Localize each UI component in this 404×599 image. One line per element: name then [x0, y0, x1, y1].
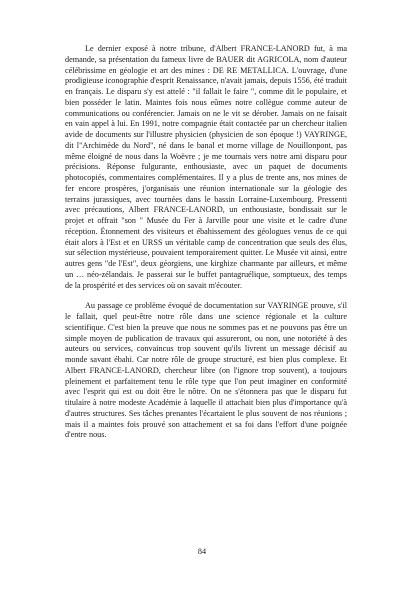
- body-text: [65, 44, 347, 441]
- paragraph-1: Le dernier exposé à notre tribune, d'Albert FRANCE-LANORD fut, à ma demande, sa présentation du fameux livre de BAUER dit AGRICOLA, nom d'auteur célébrissime en géologie et art des mines : DE RE METALLICA. L'ouvrage, d'une prodigieuse iconographie d'esprit Renaissance, n'avait jamais, depuis 1556, été traduit en français. Le disparu s'y est attelé : "il fallait le faire ", comme dit le populaire, et bien posséder le latin. Maintes fois nous eûmes notre collègue comme auteur de communications ou conférencier. Jamais on ne le vit se dérober. Jamais on ne faisait en vain appel à lui. En 1991, notre compagnie était contactée par un chercheur italien avide de documents sur l'illustre physicien (physicien de son époque !) VAYRINGE, dit l"Archimède du Nord", né dans le banal et morne village de Nouillonpont, pas même éloigné de nous dans la Woëvre ; je me tournais vers notre ami disparu pour précisions. Réponse fulgurante, enthousiaste, avec un paquet de documents photocopiés, commentaires complémentaires. Il y a plus de trente ans, nos mines de fer encore prospères, j'organisais une réunion internationale sur la géologie des terrains jurassiques, avec tournées dans le bassin Lorraine-Luxembourg. Pressenti avec précautions, Albert FRANCE-LANORD, un enthousiaste, bondissait sur le projet et offrait "son " Musée du Fer à Jarville pour une visite et le cadre d'une réception. Étonnement des visiteurs et ébahissement des géologues venus de ce qui était alors à l'Est et en URSS un véritable camp de concentration que seuls des élus, sur sélection mystérieuse, pouvaient temporairement quitter. Le Musée vit ainsi, entre autres gens "de l'Est", deux géorgiens, une kirghize charmante par ailleurs, et même un … néo-zélandais. Je passerai sur le buffet pantagruélique, somptueux, des temps de la prospérité et des services où on savait m'écouter.: [65, 44, 347, 290]
- page-number: 84: [197, 547, 207, 556]
- paragraph-2: Au passage ce problème évoqué de documentation sur VAYRINGE prouve, s'il le fallait, quel peut-être notre rôle dans une science régionale et la culture scientifique. C'est bien la preuve que nous ne sommes pas et ne pouvons pas être un simple moyen de publication de travaux qui assureront, ou non, une notoriété à des auteurs ou services, convaincus trop souvent qu'ils livrent un message décisif au monde savant ébahi. Car notre rôle de groupe structuré, est bien plus complexe. Et Albert FRANCE-LANORD, chercheur libre (on l'ignore trop souvent), a toujours pleinement et parfaitement tenu le rôle type que l'on peut imaginer en conformité avec l'esprit qui est ou doit être le nôtre. On ne s'étonnera pas que le disparu fut titulaire à notre modeste Académie à laquelle il attachait bien plus d'importance qu'à d'autres structures. Ses tâches prenantes l'écartaient le plus souvent de nos réunions ; mais il a maintes fois prouvé son attachement et sa foi dans l'effort d'une poignée d'entre nous.: [65, 301, 347, 440]
